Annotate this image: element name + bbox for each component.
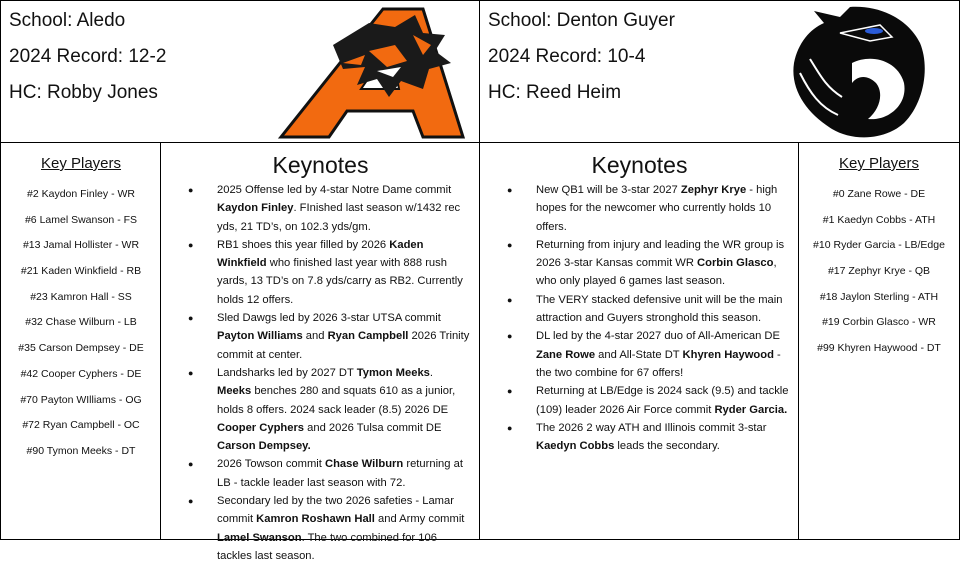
left-keynotes-list: [161, 181, 480, 565]
list-item: #72 Ryan Campbell - OC: [22, 419, 140, 432]
keynote-text: 2025 Offense led by 4-star Notre Dame commit: [217, 184, 452, 196]
keynote-text: and Army commit: [374, 513, 465, 526]
keynote-text: Returning from injury and leading the WR group is 2026 3-star Kansas commit WR: [536, 238, 785, 270]
keynote-text: leads the secondary.: [614, 440, 720, 453]
bullet-icon: ●: [188, 185, 194, 195]
keynote-text: 2026 Towson commit: [217, 458, 325, 471]
left-key-players-title: Key Players: [40, 155, 122, 172]
keynote-text: , who only played 6 games last season.: [536, 257, 777, 288]
list-item: #32 Chase Wilburn - LB: [25, 316, 137, 329]
keynote-item: [480, 181, 799, 236]
aledo-a-dragon-logo-icon: [273, 5, 469, 141]
bullet-icon: ●: [188, 239, 194, 250]
list-item: #0 Zane Rowe - DE: [832, 188, 926, 200]
right-key-players-panel: [798, 142, 960, 540]
left-keynotes-title: Keynotes: [272, 152, 369, 178]
bold-name: Kaden Winkfield: [217, 238, 424, 270]
list-item: #2 Kaydon Finley - WR: [27, 188, 135, 200]
left-key-players-panel: [0, 142, 162, 540]
bold-name: Zane Rowe: [536, 348, 596, 361]
keynote-text: RB1 shoes this year filled by 2026: [217, 238, 390, 251]
right-record: 2024 Record: 10-4: [488, 46, 646, 67]
left-school: School: Aledo: [9, 10, 126, 31]
bold-name: Tymon Meeks: [356, 366, 430, 379]
keynote-item: [480, 236, 799, 291]
keynote-text: who finished last year with 888 rush yards, 13 TD’s on 7.8 yds/carry as RB2. Currently holds 12 offers.: [217, 257, 463, 306]
right-team-header: [479, 0, 960, 143]
bold-name: Khyren Haywood: [682, 348, 774, 361]
left-key-players-list: [1, 187, 161, 470]
keynote-text: - the two combine for 67 offers!: [536, 348, 781, 379]
bullet-icon: ●: [507, 185, 513, 195]
right-keynotes-list: [480, 181, 799, 455]
bold-name: Kaedyn Cobbs: [536, 440, 615, 453]
list-item: #21 Kaden Winkfield - RB: [20, 265, 142, 278]
list-item: #18 Jaylon Sterling - ATH: [819, 290, 939, 303]
keynote-item: [161, 181, 480, 236]
keynote-item: [161, 364, 480, 455]
list-item: #10 Ryder Garcia - LB/Edge: [813, 239, 945, 252]
bullet-icon: ●: [507, 386, 513, 397]
keynote-text: and: [302, 330, 328, 343]
keynote-text: - high hopes for the newcomer who currently holds 10 offers.: [536, 184, 778, 233]
left-team-header: [0, 0, 481, 143]
keynote-text: Returning at LB/Edge is 2024 sack (9.5) and tackle (109) leader 2026 Air Force commit: [536, 385, 789, 416]
keynote-item: [161, 455, 480, 492]
keynote-text: Secondary led by the two 2026 safeties - Lamar commit: [217, 495, 454, 526]
keynote-item: [161, 309, 480, 364]
right-key-players-list: [799, 187, 959, 367]
bullet-icon: ●: [507, 422, 513, 433]
list-item: #23 Kamron Hall - SS: [30, 290, 132, 303]
list-item: #99 Khyren Haywood - DT: [817, 342, 941, 355]
bold-name: Chase Wilburn: [325, 458, 404, 471]
bold-name: Ryder Garcia.: [714, 403, 788, 416]
keynote-text: Landsharks led by 2027 DT: [217, 366, 357, 379]
bold-name: Ryan Campbell: [327, 330, 409, 343]
right-coach: HC: Reed Heim: [488, 82, 622, 103]
keynote-text: returning at LB - tackle leader last season with 72.: [217, 458, 463, 489]
bullet-icon: ●: [507, 331, 513, 342]
right-school: School: Denton Guyer: [488, 10, 675, 31]
bullet-icon: ●: [507, 294, 513, 305]
list-item: #6 Lamel Swanson - FS: [24, 213, 138, 226]
bold-name: Meeks: [217, 385, 252, 398]
guyer-wildcat-logo-icon: [780, 3, 930, 141]
keynote-text: benches 280 and squats 610 as a junior, holds 8 offers. 2024 sack leader (8.5) 2026 DE: [217, 385, 456, 416]
keynote-text: The VERY stacked defensive unit will be the main attraction and Guyers stronghold this season.: [536, 293, 783, 325]
list-item: #1 Kaedyn Cobbs - ATH: [822, 213, 936, 226]
bold-name: Kaydon Finley: [217, 202, 294, 215]
right-keynotes-panel: [479, 142, 800, 540]
list-item: #19 Corbin Glasco - WR: [822, 316, 936, 329]
keynote-item: [480, 327, 799, 382]
list-item: #90 Tymon Meeks - DT: [26, 444, 136, 457]
left-coach: HC: Robby Jones: [9, 82, 158, 103]
keynote-text: and 2026 Tulsa commit DE: [304, 421, 442, 434]
bold-name: Zephyr Krye: [680, 184, 747, 196]
keynote-item: [161, 492, 480, 565]
bullet-icon: ●: [188, 313, 194, 324]
right-keynotes-title: Keynotes: [591, 152, 688, 178]
bold-name: Carson Dempsey.: [217, 440, 311, 453]
keynote-text: . FInished last season w/1432 rec yds, 21 TD’s, on 102.3 yds/gm.: [217, 202, 461, 233]
keynote-text: .: [429, 366, 433, 379]
bold-name: Cooper Cyphers: [217, 421, 305, 434]
bold-name: Lamel Swanson: [217, 531, 302, 544]
list-item: #35 Carson Dempsey - DE: [18, 342, 144, 355]
bullet-icon: ●: [188, 459, 194, 470]
keynote-item: [161, 236, 480, 309]
keynote-item: [480, 382, 799, 419]
logo-wildcat-eye: [865, 28, 883, 34]
list-item: #17 Zephyr Krye - QB: [827, 265, 931, 278]
bold-name: Payton Williams: [217, 330, 303, 343]
keynote-text: 2026 Trinity commit at center.: [217, 330, 470, 361]
left-record: 2024 Record: 12-2: [9, 46, 167, 67]
keynote-text: New QB1 will be 3-star 2027: [536, 184, 681, 196]
bold-name: Kamron Roshawn Hall: [256, 513, 375, 526]
list-item: #42 Cooper Cyphers - DE: [20, 367, 142, 380]
list-item: #13 Jamal Hollister - WR: [22, 239, 140, 252]
bullet-icon: ●: [188, 367, 194, 378]
bullet-icon: ●: [507, 239, 513, 250]
keynote-item: [480, 291, 799, 328]
right-key-players-title: Key Players: [838, 155, 920, 172]
left-keynotes-panel: [160, 142, 481, 562]
keynote-text: DL led by the 4-star 2027 duo of All-American DE: [536, 330, 780, 343]
keynote-text: The 2026 2 way ATH and Illinois commit 3-star: [536, 421, 767, 434]
keynote-text: Sled Dawgs led by 2026 3-star UTSA commit: [217, 312, 441, 325]
bold-name: Corbin Glasco: [697, 257, 774, 270]
bullet-icon: ●: [188, 496, 194, 507]
keynote-text: and All-State DT: [595, 348, 683, 361]
list-item: #70 Payton WIlliams - OG: [20, 393, 142, 406]
keynote-item: [480, 419, 799, 456]
keynote-text: . The two combined for 106 tackles last season.: [217, 531, 437, 562]
